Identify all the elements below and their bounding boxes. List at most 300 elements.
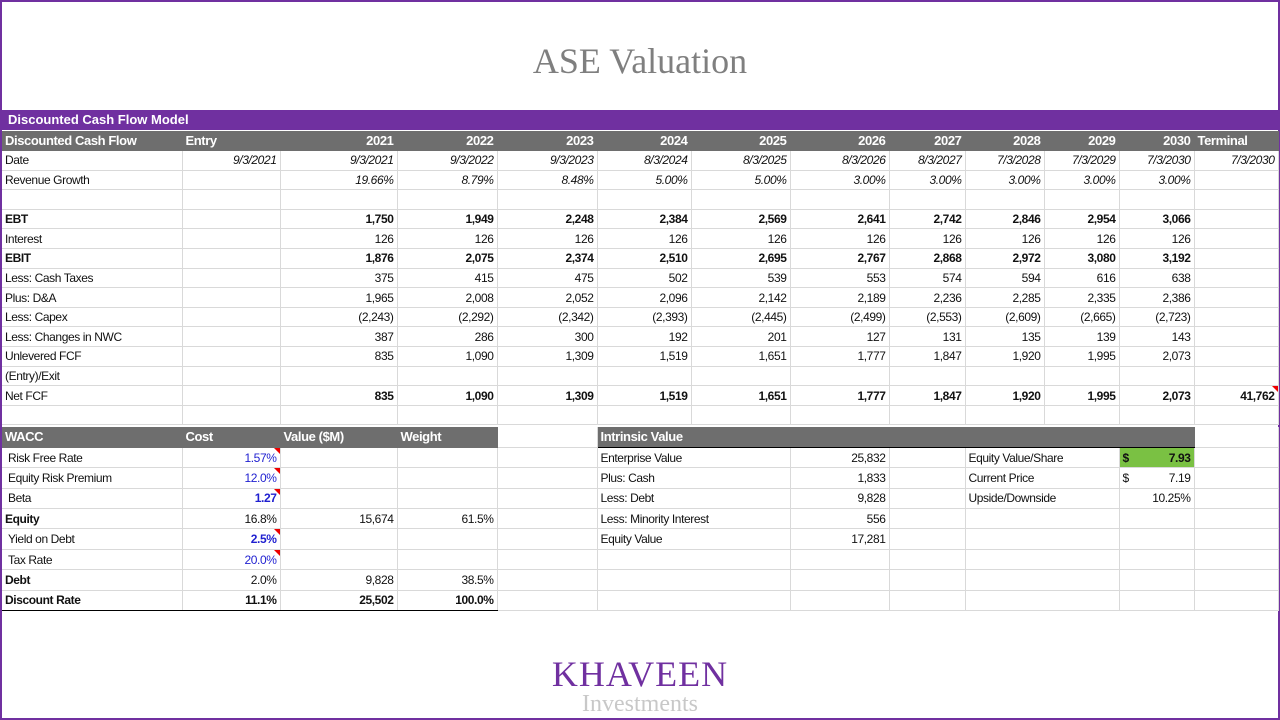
cell[interactable]	[182, 288, 280, 308]
cell[interactable]: 1,090	[397, 386, 497, 406]
cell[interactable]: 502	[597, 268, 691, 288]
cell[interactable]: 2,569	[691, 209, 790, 229]
wacc-label[interactable]: Debt	[2, 570, 182, 590]
cell[interactable]	[280, 190, 397, 210]
cell[interactable]: 126	[1119, 229, 1194, 249]
empty-cell[interactable]	[1194, 529, 1278, 549]
row-label[interactable]: Net FCF	[2, 386, 182, 406]
cell[interactable]: 1,876	[280, 249, 397, 269]
cell[interactable]: 3,192	[1119, 249, 1194, 269]
empty-cell[interactable]	[1119, 590, 1194, 610]
cell[interactable]: 2,972	[965, 249, 1044, 269]
cell[interactable]	[1119, 405, 1194, 425]
cell[interactable]: 594	[965, 268, 1044, 288]
column-header[interactable]: Discounted Cash Flow	[2, 131, 182, 151]
wacc-row	[2, 570, 1278, 590]
cell[interactable]: 3.00%	[889, 170, 965, 190]
cell[interactable]: 126	[497, 229, 597, 249]
cell[interactable]: 8.48%	[497, 170, 597, 190]
cell[interactable]	[597, 190, 691, 210]
cell[interactable]: 1,777	[790, 386, 889, 406]
row-label[interactable]: Less: Capex	[2, 307, 182, 327]
table-row	[2, 347, 1278, 367]
row-label[interactable]: (Entry)/Exit	[2, 366, 182, 386]
cell[interactable]: 5.00%	[597, 170, 691, 190]
cell[interactable]	[182, 268, 280, 288]
cell[interactable]: 2,386	[1119, 288, 1194, 308]
cell[interactable]: 1,995	[1044, 347, 1119, 367]
empty-cell[interactable]	[597, 549, 790, 569]
cell[interactable]	[497, 190, 597, 210]
column-header[interactable]: 2029	[1044, 131, 1119, 151]
cell[interactable]: 126	[965, 229, 1044, 249]
cell[interactable]: (2,342)	[497, 307, 597, 327]
wacc-label[interactable]: Yield on Debt	[2, 529, 182, 549]
column-header[interactable]: 2025	[691, 131, 790, 151]
cell[interactable]: 19.66%	[280, 170, 397, 190]
empty-cell[interactable]	[1194, 570, 1278, 590]
cell[interactable]: 2,335	[1044, 288, 1119, 308]
cell[interactable]	[182, 307, 280, 327]
empty-cell[interactable]	[790, 570, 889, 590]
row-label[interactable]: Revenue Growth	[2, 170, 182, 190]
cell[interactable]: 2,008	[397, 288, 497, 308]
cell[interactable]	[1194, 209, 1278, 229]
cell[interactable]: 1,651	[691, 347, 790, 367]
column-header[interactable]: 2021	[280, 131, 397, 151]
cell[interactable]	[597, 366, 691, 386]
cell[interactable]: 2,248	[497, 209, 597, 229]
cell[interactable]: 3.00%	[965, 170, 1044, 190]
intrinsic-value[interactable]: 1,833	[790, 468, 889, 488]
empty-cell[interactable]	[790, 590, 889, 610]
cell[interactable]	[1194, 366, 1278, 386]
wacc-label[interactable]: Equity Risk Premium	[2, 468, 182, 488]
column-header[interactable]: Terminal	[1194, 131, 1278, 151]
cell[interactable]: 3,066	[1119, 209, 1194, 229]
intrinsic-value[interactable]: 9,828	[790, 488, 889, 508]
cell[interactable]: 2,073	[1119, 347, 1194, 367]
spacer[interactable]	[889, 468, 965, 488]
cell[interactable]	[790, 366, 889, 386]
cell[interactable]: 1,750	[280, 209, 397, 229]
cell[interactable]: 7/3/2030	[1119, 151, 1194, 171]
empty-cell[interactable]	[790, 549, 889, 569]
spacer[interactable]	[889, 570, 965, 590]
wacc-label[interactable]: Discount Rate	[2, 590, 182, 610]
logo-name: KHAVEEN	[551, 654, 729, 694]
cell[interactable]: 475	[497, 268, 597, 288]
cell[interactable]: (2,445)	[691, 307, 790, 327]
cell[interactable]: 415	[397, 268, 497, 288]
cell[interactable]	[889, 405, 965, 425]
cell[interactable]: 135	[965, 327, 1044, 347]
wacc-value[interactable]	[280, 447, 397, 467]
wacc-cost[interactable]: 1.27	[182, 488, 280, 508]
spacer[interactable]	[889, 590, 965, 610]
column-header[interactable]: 2027	[889, 131, 965, 151]
intrinsic-label[interactable]: Less: Debt	[597, 488, 790, 508]
wacc-weight[interactable]	[397, 488, 497, 508]
cell[interactable]: 2,846	[965, 209, 1044, 229]
row-label[interactable]: EBIT	[2, 249, 182, 269]
column-header[interactable]: 2022	[397, 131, 497, 151]
cell[interactable]: 616	[1044, 268, 1119, 288]
cell[interactable]	[889, 366, 965, 386]
table-row	[2, 190, 1278, 210]
per-share-label[interactable]: Upside/Downside	[965, 488, 1119, 508]
row-label[interactable]	[2, 405, 182, 425]
cell[interactable]	[182, 170, 280, 190]
row-label[interactable]: EBT	[2, 209, 182, 229]
spacer[interactable]	[497, 590, 597, 610]
wacc-row	[2, 509, 1278, 529]
cell[interactable]	[691, 190, 790, 210]
empty-cell[interactable]	[965, 509, 1119, 529]
wacc-cost[interactable]: 2.5%	[182, 529, 280, 549]
wacc-label[interactable]: Tax Rate	[2, 549, 182, 569]
cell[interactable]: 1,519	[597, 386, 691, 406]
cell[interactable]: 2,695	[691, 249, 790, 269]
cell[interactable]: 2,868	[889, 249, 965, 269]
table-row	[2, 229, 1278, 249]
cell[interactable]: 139	[1044, 327, 1119, 347]
cell[interactable]	[1194, 268, 1278, 288]
cell[interactable]: (2,292)	[397, 307, 497, 327]
wacc-value[interactable]	[280, 529, 397, 549]
column-header[interactable]: 2028	[965, 131, 1044, 151]
per-share-value[interactable]	[1119, 468, 1194, 488]
cell[interactable]: 2,742	[889, 209, 965, 229]
spacer[interactable]	[889, 529, 965, 549]
cell[interactable]: 2,384	[597, 209, 691, 229]
spacer[interactable]	[889, 549, 965, 569]
empty-cell[interactable]	[965, 570, 1119, 590]
row-label[interactable]: Plus: D&A	[2, 288, 182, 308]
cell[interactable]	[691, 405, 790, 425]
column-header[interactable]: 2026	[790, 131, 889, 151]
wacc-value[interactable]: 9,828	[280, 570, 397, 590]
spacer[interactable]	[1194, 427, 1278, 447]
cell[interactable]: 1,090	[397, 347, 497, 367]
cell[interactable]: 7/3/2028	[965, 151, 1044, 171]
empty-cell[interactable]	[965, 590, 1119, 610]
spacer[interactable]	[889, 488, 965, 508]
cell[interactable]: 2,641	[790, 209, 889, 229]
intrinsic-value[interactable]: 25,832	[790, 447, 889, 467]
table-row	[2, 249, 1278, 269]
cell[interactable]: 1,965	[280, 288, 397, 308]
cell[interactable]: 2,767	[790, 249, 889, 269]
cell[interactable]: 201	[691, 327, 790, 347]
spacer[interactable]	[889, 447, 965, 467]
spacer[interactable]	[497, 488, 597, 508]
cell[interactable]: 1,309	[497, 386, 597, 406]
empty-cell[interactable]	[965, 549, 1119, 569]
intrinsic-label[interactable]: Equity Value	[597, 529, 790, 549]
table-row	[2, 327, 1278, 347]
cell[interactable]	[497, 405, 597, 425]
cell[interactable]: (2,723)	[1119, 307, 1194, 327]
cell[interactable]: 1,847	[889, 347, 965, 367]
wacc-weight[interactable]: 38.5%	[397, 570, 497, 590]
cell[interactable]: 3.00%	[790, 170, 889, 190]
empty-cell[interactable]	[1194, 447, 1278, 467]
cell[interactable]	[397, 366, 497, 386]
cell[interactable]	[182, 366, 280, 386]
spacer[interactable]	[497, 570, 597, 590]
spacer[interactable]	[497, 447, 597, 467]
cell[interactable]	[1194, 190, 1278, 210]
empty-cell[interactable]	[1119, 509, 1194, 529]
empty-cell[interactable]	[597, 570, 790, 590]
wacc-column-header[interactable]: WACC	[2, 427, 182, 447]
wacc-weight[interactable]: 61.5%	[397, 509, 497, 529]
spacer[interactable]	[497, 549, 597, 569]
cell[interactable]: 1,920	[965, 386, 1044, 406]
cell[interactable]: 126	[397, 229, 497, 249]
cell[interactable]: 2,189	[790, 288, 889, 308]
cell[interactable]	[182, 405, 280, 425]
khaveen-logo	[0, 655, 1280, 715]
wacc-weight[interactable]	[397, 447, 497, 467]
cell[interactable]: 1,309	[497, 347, 597, 367]
cell[interactable]: 638	[1119, 268, 1194, 288]
cell[interactable]	[1119, 366, 1194, 386]
row-label[interactable]	[2, 190, 182, 210]
empty-cell[interactable]	[1194, 590, 1278, 610]
wacc-column-header[interactable]: Cost	[182, 427, 280, 447]
empty-cell[interactable]	[1119, 570, 1194, 590]
cell[interactable]: 2,073	[1119, 386, 1194, 406]
row-label[interactable]: Interest	[2, 229, 182, 249]
cell[interactable]: 2,142	[691, 288, 790, 308]
cell[interactable]: 5.00%	[691, 170, 790, 190]
cell[interactable]: 539	[691, 268, 790, 288]
empty-cell[interactable]	[1119, 549, 1194, 569]
wacc-cost[interactable]: 12.0%	[182, 468, 280, 488]
cell[interactable]	[691, 366, 790, 386]
cell[interactable]: 2,236	[889, 288, 965, 308]
cell[interactable]: 7/3/2030	[1194, 151, 1278, 171]
cell[interactable]: 9/3/2021	[280, 151, 397, 171]
cell[interactable]	[1044, 190, 1119, 210]
cell[interactable]: 8/3/2027	[889, 151, 965, 171]
cell[interactable]: (2,609)	[965, 307, 1044, 327]
spacer[interactable]	[497, 509, 597, 529]
cell[interactable]: 2,075	[397, 249, 497, 269]
cell[interactable]: 2,510	[597, 249, 691, 269]
wacc-value[interactable]	[280, 549, 397, 569]
intrinsic-value[interactable]: 556	[790, 509, 889, 529]
cell[interactable]: 126	[790, 229, 889, 249]
cell[interactable]: 3,080	[1044, 249, 1119, 269]
wacc-label[interactable]: Equity	[2, 509, 182, 529]
cell[interactable]: 131	[889, 327, 965, 347]
cell[interactable]: 8.79%	[397, 170, 497, 190]
cell[interactable]: 2,052	[497, 288, 597, 308]
cell[interactable]: 1,995	[1044, 386, 1119, 406]
wacc-weight[interactable]	[397, 549, 497, 569]
cell[interactable]	[889, 190, 965, 210]
row-label[interactable]: Less: Changes in NWC	[2, 327, 182, 347]
column-header[interactable]: 2024	[597, 131, 691, 151]
wacc-weight[interactable]	[397, 468, 497, 488]
intrinsic-value-header[interactable]: Intrinsic Value	[597, 427, 1194, 447]
cell[interactable]	[1194, 170, 1278, 190]
cell[interactable]	[1194, 249, 1278, 269]
wacc-label[interactable]: Beta	[2, 488, 182, 508]
spacer[interactable]	[497, 427, 597, 447]
cell[interactable]: 8/3/2025	[691, 151, 790, 171]
cell[interactable]	[1194, 405, 1278, 425]
cell[interactable]	[182, 229, 280, 249]
empty-cell[interactable]	[965, 529, 1119, 549]
cell[interactable]	[597, 405, 691, 425]
cell[interactable]: 835	[280, 347, 397, 367]
cell[interactable]	[397, 190, 497, 210]
cell[interactable]	[790, 405, 889, 425]
cell[interactable]	[965, 366, 1044, 386]
row-label[interactable]: Date	[2, 151, 182, 171]
cell[interactable]: 8/3/2026	[790, 151, 889, 171]
per-share-label[interactable]: Equity Value/Share	[965, 447, 1119, 467]
intrinsic-label[interactable]: Enterprise Value	[597, 447, 790, 467]
cell[interactable]: 9/3/2023	[497, 151, 597, 171]
wacc-cost[interactable]: 11.1%	[182, 590, 280, 610]
cell[interactable]	[1044, 405, 1119, 425]
cell[interactable]	[965, 190, 1044, 210]
cell[interactable]	[182, 386, 280, 406]
wacc-value[interactable]	[280, 468, 397, 488]
wacc-weight[interactable]: 100.0%	[397, 590, 497, 610]
cell[interactable]	[182, 190, 280, 210]
cell[interactable]: 286	[397, 327, 497, 347]
empty-cell[interactable]	[1194, 549, 1278, 569]
cell[interactable]: 574	[889, 268, 965, 288]
empty-cell[interactable]	[1194, 468, 1278, 488]
cell[interactable]: 2,096	[597, 288, 691, 308]
cell[interactable]: (2,553)	[889, 307, 965, 327]
cell[interactable]: 387	[280, 327, 397, 347]
column-header[interactable]: Entry	[182, 131, 280, 151]
cell[interactable]: 835	[280, 386, 397, 406]
cell[interactable]	[280, 405, 397, 425]
wacc-cost[interactable]: 1.57%	[182, 447, 280, 467]
empty-cell[interactable]	[1119, 529, 1194, 549]
cell[interactable]	[182, 249, 280, 269]
cell[interactable]: (2,243)	[280, 307, 397, 327]
cell[interactable]: (2,665)	[1044, 307, 1119, 327]
cell[interactable]	[1119, 190, 1194, 210]
per-share-value[interactable]	[1119, 488, 1194, 508]
cell[interactable]: 300	[497, 327, 597, 347]
cell[interactable]: 8/3/2024	[597, 151, 691, 171]
cell[interactable]: 126	[889, 229, 965, 249]
cell[interactable]: 3.00%	[1044, 170, 1119, 190]
row-label[interactable]: Less: Cash Taxes	[2, 268, 182, 288]
intrinsic-value[interactable]: 17,281	[790, 529, 889, 549]
cell[interactable]	[965, 405, 1044, 425]
cell[interactable]: 1,777	[790, 347, 889, 367]
cell[interactable]	[497, 366, 597, 386]
cell[interactable]: 1,949	[397, 209, 497, 229]
column-header[interactable]: 2030	[1119, 131, 1194, 151]
cell[interactable]: 41,762	[1194, 386, 1278, 406]
cell[interactable]: 126	[691, 229, 790, 249]
cell[interactable]: 126	[280, 229, 397, 249]
cell[interactable]: 127	[790, 327, 889, 347]
cell[interactable]	[1194, 229, 1278, 249]
cell[interactable]: 126	[1044, 229, 1119, 249]
wacc-cost[interactable]: 2.0%	[182, 570, 280, 590]
cell[interactable]: 2,285	[965, 288, 1044, 308]
cell[interactable]: (2,393)	[597, 307, 691, 327]
cell[interactable]: 2,954	[1044, 209, 1119, 229]
cell[interactable]	[182, 347, 280, 367]
cell[interactable]	[182, 209, 280, 229]
cell[interactable]	[280, 366, 397, 386]
wacc-value[interactable]	[280, 488, 397, 508]
cell[interactable]	[1194, 327, 1278, 347]
cell[interactable]: 1,920	[965, 347, 1044, 367]
cell[interactable]	[1194, 347, 1278, 367]
column-header[interactable]: 2023	[497, 131, 597, 151]
row-label[interactable]: Unlevered FCF	[2, 347, 182, 367]
wacc-weight[interactable]	[397, 529, 497, 549]
spacer[interactable]	[497, 468, 597, 488]
cell[interactable]: 7/3/2029	[1044, 151, 1119, 171]
wacc-value[interactable]: 15,674	[280, 509, 397, 529]
cell[interactable]: 192	[597, 327, 691, 347]
spacer[interactable]	[497, 529, 597, 549]
wacc-column-header[interactable]: Weight	[397, 427, 497, 447]
empty-cell[interactable]	[597, 590, 790, 610]
cell[interactable]	[182, 327, 280, 347]
cell[interactable]: 1,519	[597, 347, 691, 367]
cell[interactable]: 9/3/2021	[182, 151, 280, 171]
spacer[interactable]	[889, 509, 965, 529]
intrinsic-label[interactable]: Plus: Cash	[597, 468, 790, 488]
empty-cell[interactable]	[1194, 488, 1278, 508]
cell[interactable]: (2,499)	[790, 307, 889, 327]
cell[interactable]: 1,651	[691, 386, 790, 406]
cell[interactable]	[397, 405, 497, 425]
per-share-label[interactable]: Current Price	[965, 468, 1119, 488]
intrinsic-label[interactable]: Less: Minority Interest	[597, 509, 790, 529]
cell[interactable]	[790, 190, 889, 210]
cell[interactable]: 375	[280, 268, 397, 288]
wacc-column-header[interactable]: Value ($M)	[280, 427, 397, 447]
wacc-value[interactable]: 25,502	[280, 590, 397, 610]
cell[interactable]: 2,374	[497, 249, 597, 269]
cell[interactable]: 9/3/2022	[397, 151, 497, 171]
cell[interactable]: 1,847	[889, 386, 965, 406]
cell[interactable]: 3.00%	[1119, 170, 1194, 190]
cell[interactable]	[1044, 366, 1119, 386]
cell[interactable]: 553	[790, 268, 889, 288]
wacc-cost[interactable]: 20.0%	[182, 549, 280, 569]
cell[interactable]: 143	[1119, 327, 1194, 347]
empty-cell[interactable]	[1194, 509, 1278, 529]
table-row	[2, 151, 1278, 171]
cell[interactable]	[1194, 307, 1278, 327]
cell[interactable]	[1194, 288, 1278, 308]
wacc-cost[interactable]: 16.8%	[182, 509, 280, 529]
wacc-label[interactable]: Risk Free Rate	[2, 447, 182, 467]
per-share-value[interactable]	[1119, 447, 1194, 467]
cell[interactable]: 126	[597, 229, 691, 249]
